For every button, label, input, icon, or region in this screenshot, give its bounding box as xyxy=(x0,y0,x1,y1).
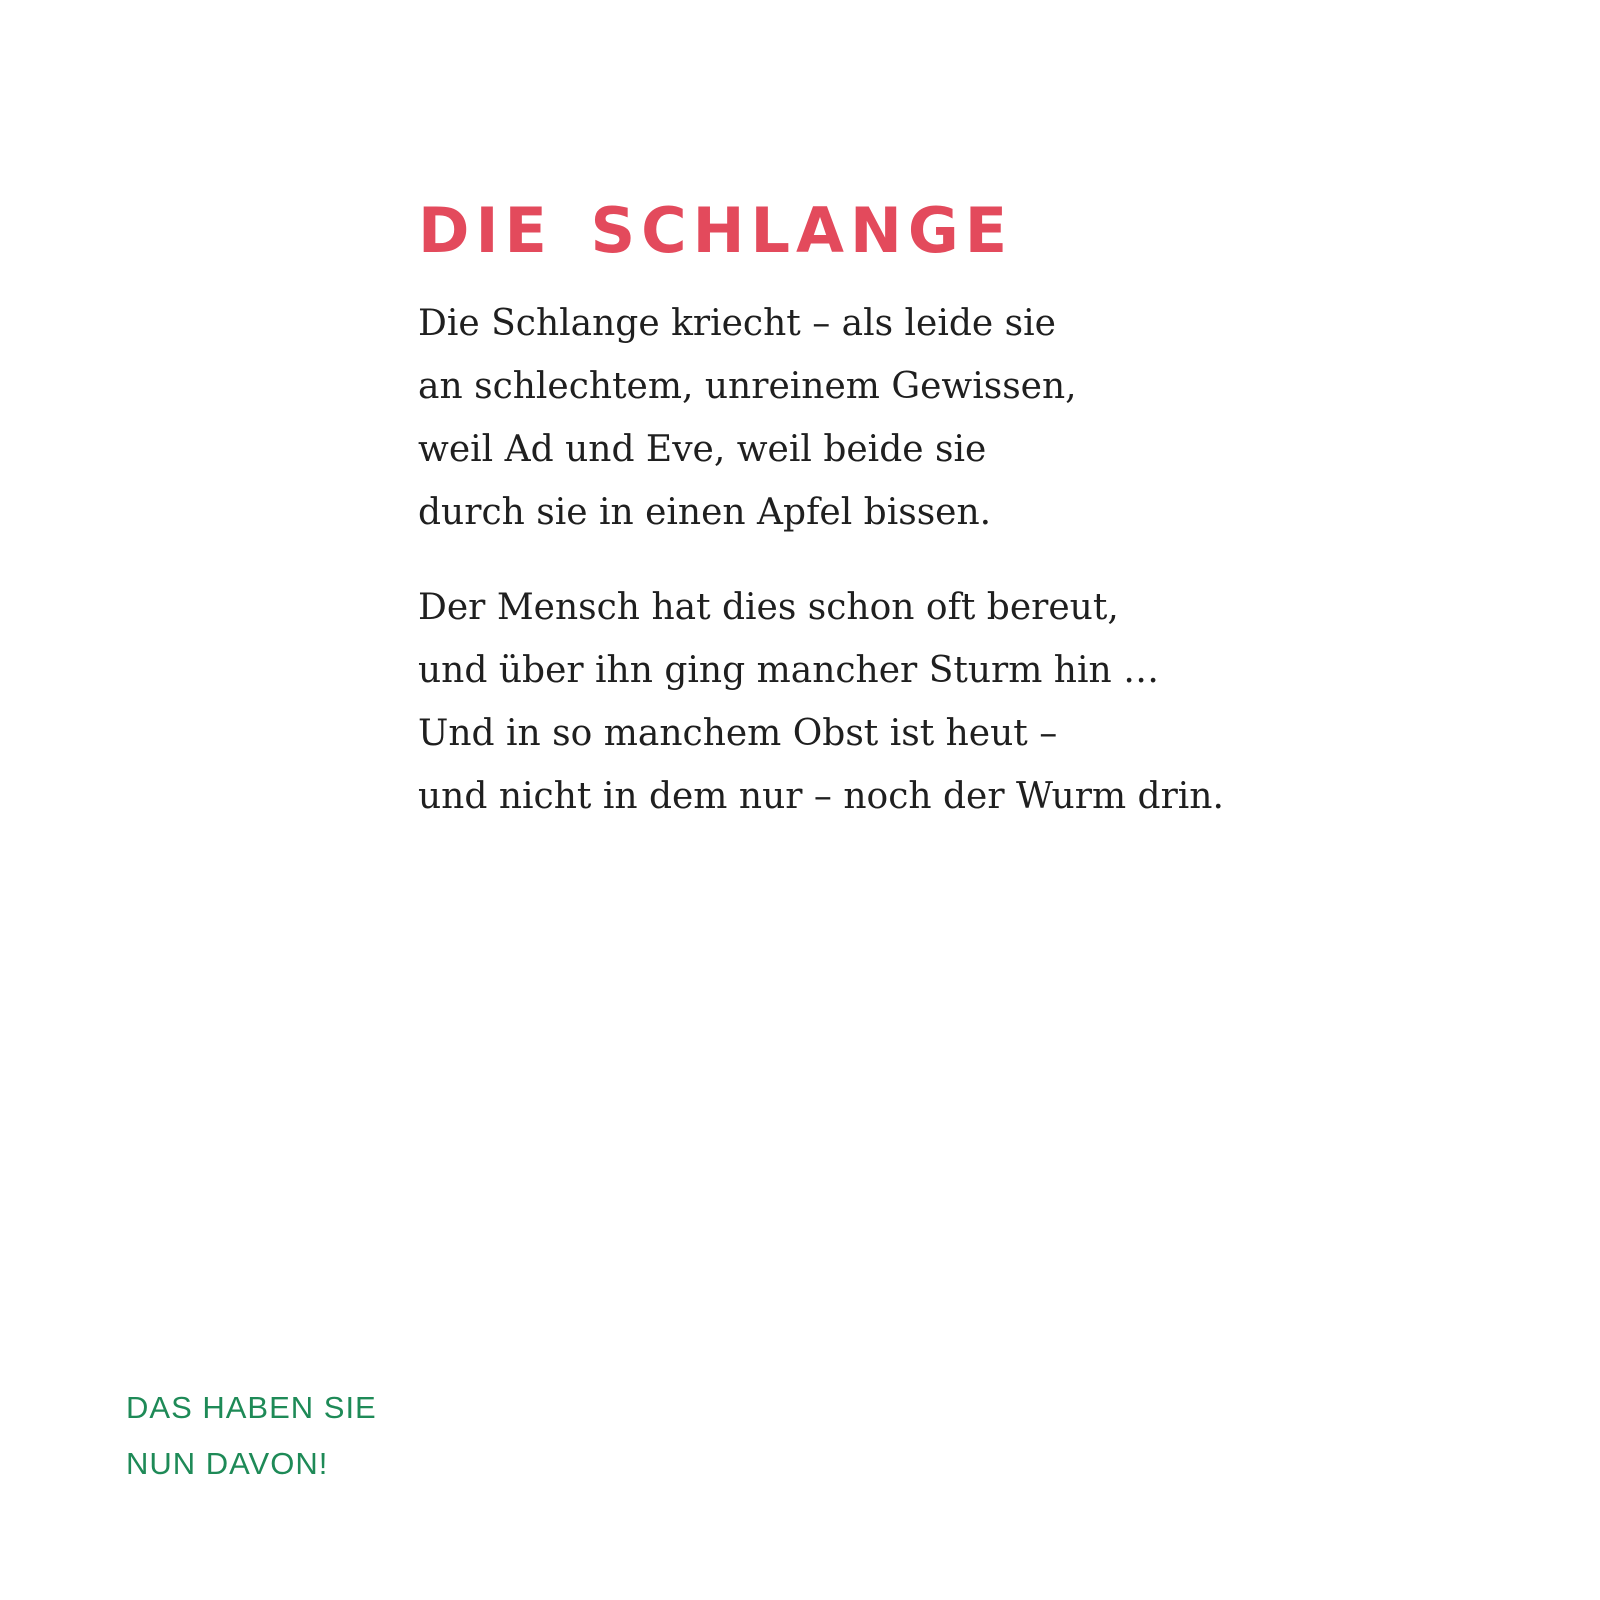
poem-line: und nicht in dem nur – noch der Wurm drin. xyxy=(418,776,1224,817)
section-footer-label xyxy=(126,1380,377,1492)
stanza-1 xyxy=(418,292,1418,544)
poem-line: Der Mensch hat dies schon oft bereut, xyxy=(418,587,1119,628)
footer-line: DAS HABEN SIE xyxy=(126,1390,377,1425)
footer-line: NUN DAVON! xyxy=(126,1446,329,1481)
poem-line: Die Schlange kriecht – als leide sie xyxy=(418,303,1056,344)
poem xyxy=(418,196,1418,828)
poem-title: DIE SCHLANGE xyxy=(418,194,1014,267)
stanza-2 xyxy=(418,576,1418,828)
poem-line: und über ihn ging mancher Sturm hin … xyxy=(418,650,1160,691)
poem-line: Und in so manchem Obst ist heut – xyxy=(418,713,1058,754)
poem-line: weil Ad und Eve, weil beide sie xyxy=(418,429,987,470)
poem-line: an schlechtem, unreinem Gewissen, xyxy=(418,366,1077,407)
poem-line: durch sie in einen Apfel bissen. xyxy=(418,492,992,533)
